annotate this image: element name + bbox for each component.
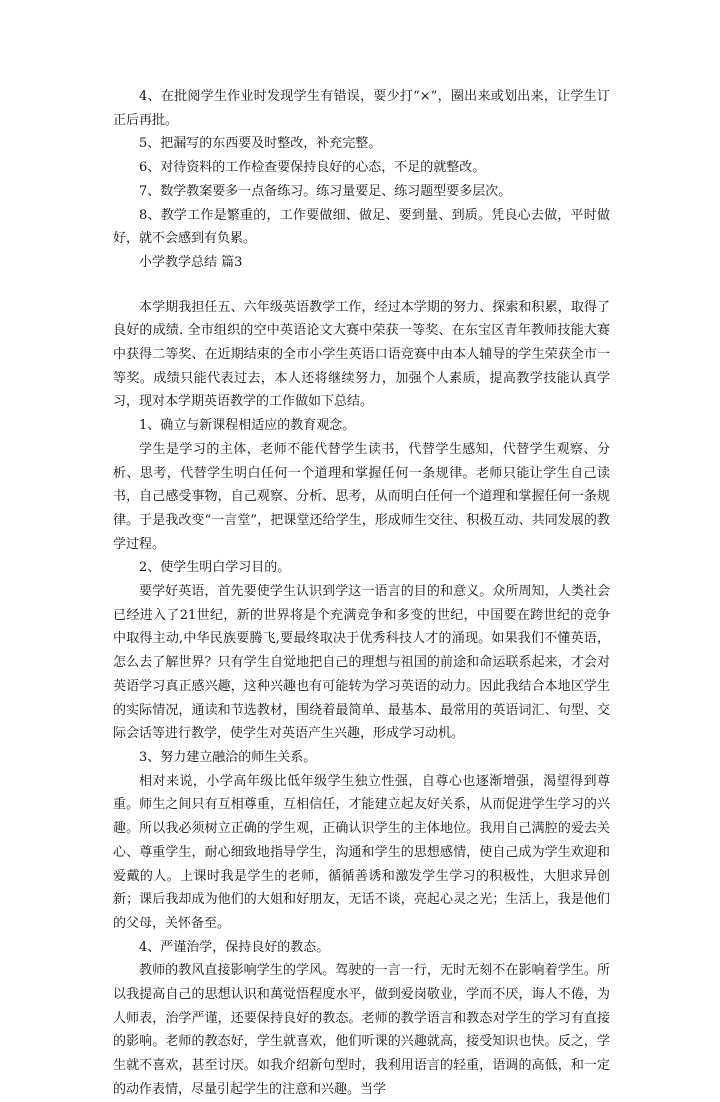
list-item: 6、对待资料的工作检查要保持良好的心态，不足的就整改。 — [139, 160, 486, 176]
section-heading: 4、严谨治学，保持良好的教态。 — [139, 939, 330, 955]
list-item: 7、数学教案要多一点备练习。练习量要足、练习题型要多层次。 — [139, 183, 512, 199]
section-body: 教师的教风直接影响学生的学风。驾驶的一言一行，无时无刻不在影响着学生。所以我提高自己的思想认识和萬觉悟程度水平，做到爱岗敬业，学而不厌，诲人不倦，为人师表，治学严谨，还要保持良好的教态。老师的教学语言和教态对学生的学习有直接的影响。老师的教态好，学生就喜欢，他们听课的兴趣就高，接受知识也快。反之，学生就不喜欢，甚至讨厌。如我介绍新句型时，我利用语言的轻重，语调的高低，和一定的动作表情，尽量引起学生的注意和兴趣。当学 — [113, 963, 610, 1097]
section-title: 小学教学总结 篇3 — [139, 254, 243, 270]
section-heading: 2、使学生明白学习目的。 — [139, 560, 291, 576]
section-heading: 1、确立与新课程相适应的教育观念。 — [139, 418, 356, 434]
section-body: 要学好英语，首先要使学生认识到学这一语言的目的和意义。众所周知，人类社会已经进入了21世纪，新的世界将是个充满竞争和多变的世纪，中国要在跨世纪的竞争中取得主动,中华民族要腾飞,要最终取决于优秀科技人才的涌现。如果我们不懂英语，怎么去了解世界？只有学生自觉地把自己的理想与祖国的前途和命运联系起来，才会对英语学习真正感兴趣，这种兴趣也有可能转为学习英语的动力。因此我结合本地区学生的实际情况，通读和节选教材，围绕着最简单、最基本、最常用的英语词汇、句型、交际会话等进行教学，使学生对英语产生兴趣，形成学习动机。 — [113, 584, 610, 742]
list-item: 5、把漏写的东西要及时整改，补充完整。 — [139, 136, 382, 152]
document-page — [113, 85, 610, 1102]
section-heading: 3、努力建立融洽的师生关系。 — [139, 749, 317, 765]
list-item: 8、教学工作是繁重的，工作要做细、做足、要到量、到质。凭良心去做，平时做好，就不会感到有负累。 — [113, 207, 610, 247]
section-body: 学生是学习的主体，老师不能代替学生读书，代替学生感知，代替学生观察、分析、思考，代替学生明白任何一个道理和掌握任何一条规律。老师只能让学生自己读书，自己感受事物，自己观察、分析、思考，从而明白任何一个道理和掌握任何一条规律。于是我改变“一言堂”，把课堂还给学生，形成师生交往、积极互动、共同发展的教学过程。 — [113, 441, 610, 552]
intro-paragraph: 本学期我担任五、六年级英语教学工作，经过本学期的努力、探索和积累，取得了良好的成绩. 全市组织的空中英语论文大赛中荣获一等奖、在东宝区青年教师技能大赛中获得二等奖、在近期结束的全市小学生英语口语竞赛中由本人辅导的学生荣获全市一等奖。成绩只能代表过去，本人还将继续努力，加强个人素质，提高教学技能认真学习，现对本学期英语教学的工作做如下总结。 — [113, 299, 610, 410]
section-body: 相对来说，小学高年级比低年级学生独立性强，自尊心也逐渐增强，渴望得到尊重。师生之间只有互相尊重，互相信任，才能建立起友好关系，从而促进学生学习的兴趣。所以我必须树立正确的学生观，正确认识学生的主体地位。我用自己满腔的爱去关心、尊重学生，耐心细致地指导学生，沟通和学生的思想感情，使自己成为学生欢迎和爱戴的人。上课时我是学生的老师，循循善诱和激发学生学习的积极性，大胆求异创新；课后我却成为他们的大姐和好朋友，无话不谈，亮起心灵之光；生活上，我是他们的父母，关怀备至。 — [113, 773, 610, 931]
list-item: 4、在批阅学生作业时发现学生有错误，要少打“×”，圈出来或划出来，让学生订正后再批。 — [113, 89, 610, 128]
